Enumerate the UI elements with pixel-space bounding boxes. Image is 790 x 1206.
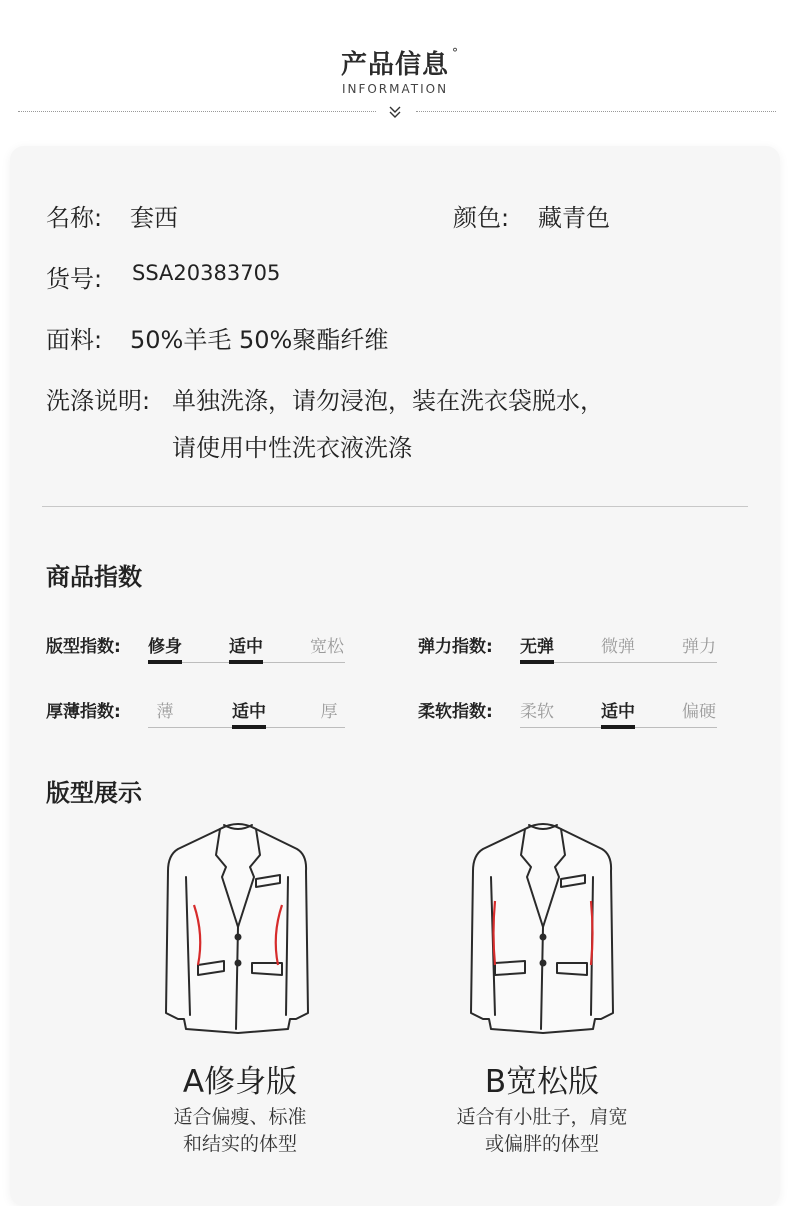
index-title: 商品指数	[46, 563, 142, 591]
color-value: 藏青色	[538, 204, 610, 232]
slim-fit-name: A修身版	[182, 1064, 298, 1100]
thickness-marker	[232, 725, 266, 729]
fit-option-loose: 宽松	[310, 637, 344, 657]
fabric-label: 面料:	[46, 326, 103, 354]
section-header	[0, 0, 790, 140]
thickness-option-medium: 适中	[232, 702, 266, 722]
wash-label: 洗涤说明:	[46, 387, 151, 415]
double-chevron-down-icon	[387, 104, 403, 120]
info-card	[10, 146, 780, 1206]
name-label: 名称:	[46, 204, 103, 232]
elasticity-option-stretch: 弹力	[682, 637, 716, 657]
wash-line-1: 单独洗涤，请勿浸泡，装在洗衣袋脱水，	[172, 387, 604, 415]
loose-fit-jacket-icon	[465, 815, 621, 1037]
softness-option-stiff: 偏硬	[682, 702, 716, 722]
fit-marker-regular	[229, 660, 263, 664]
section-divider	[42, 506, 748, 507]
thickness-index-label: 厚薄指数:	[46, 702, 121, 722]
sku-value: SSA20383705	[132, 261, 281, 285]
fit-display-title: 版型展示	[46, 779, 142, 807]
sku-label: 货号:	[46, 265, 103, 293]
softness-marker	[601, 725, 635, 729]
section-subtitle: INFORMATION	[341, 82, 449, 96]
loose-fit-desc-line-2: 或偏胖的体型	[484, 1133, 599, 1155]
softness-index-label: 柔软指数:	[418, 702, 493, 722]
slim-fit-desc-line-1: 适合偏瘦、标准	[173, 1106, 307, 1128]
elasticity-option-slight: 微弹	[601, 637, 635, 657]
elasticity-option-none: 无弹	[520, 637, 554, 657]
fit-marker-slim	[148, 660, 182, 664]
loose-fit-name: B宽松版	[484, 1064, 600, 1100]
color-label: 颜色:	[453, 204, 510, 232]
softness-option-soft: 柔软	[520, 702, 554, 722]
fit-index-label: 版型指数:	[46, 637, 121, 657]
degree-mark: °	[452, 46, 458, 60]
softness-option-medium: 适中	[601, 702, 635, 722]
loose-fit-desc-line-1: 适合有小肚子，肩宽	[456, 1106, 628, 1128]
elasticity-index-label: 弹力指数:	[418, 637, 493, 657]
wash-line-2: 请使用中性洗衣液洗涤	[172, 434, 412, 462]
fit-option-slim: 修身	[148, 637, 182, 657]
dotted-divider-left	[18, 111, 376, 112]
fabric-value: 50%羊毛 50%聚酯纤维	[130, 326, 389, 354]
slim-fit-jacket-icon	[160, 815, 316, 1037]
thickness-option-thin: 薄	[156, 702, 174, 722]
fit-option-regular: 适中	[229, 637, 263, 657]
thickness-option-thick: 厚	[320, 702, 338, 722]
slim-fit-desc-line-2: 和结实的体型	[182, 1133, 297, 1155]
name-value: 套西	[130, 204, 178, 232]
elasticity-marker	[520, 660, 554, 664]
dotted-divider-right	[416, 111, 776, 112]
section-title: 产品信息	[340, 50, 449, 80]
